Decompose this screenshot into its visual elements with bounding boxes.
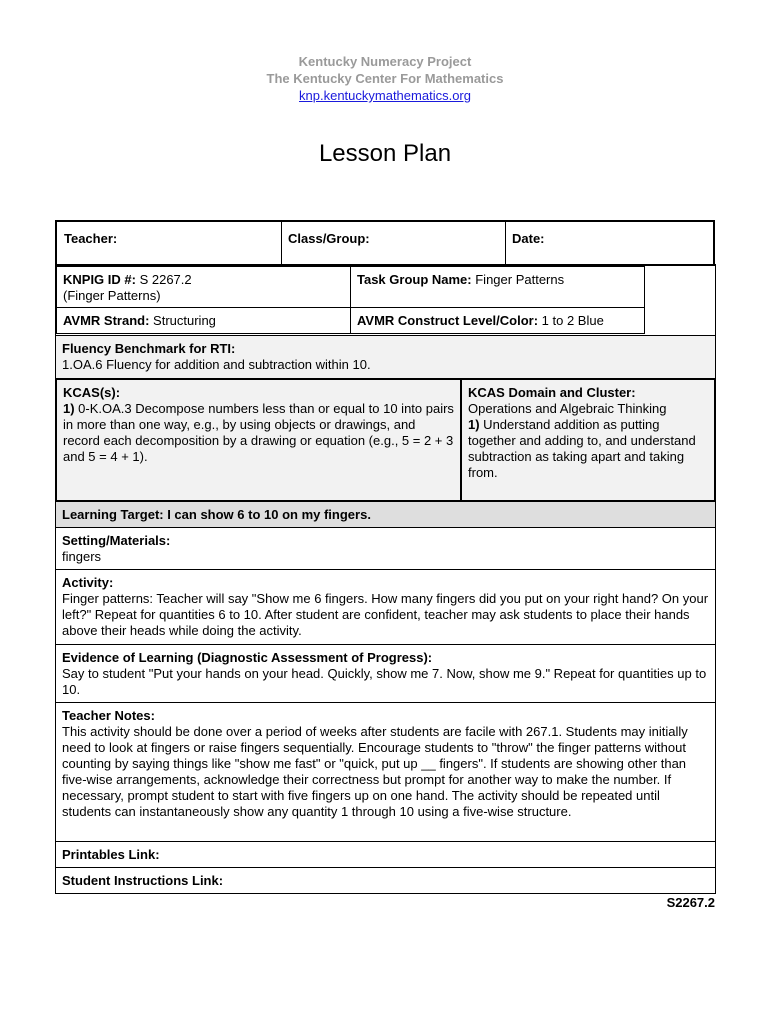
materials-label: Setting/Materials: xyxy=(62,533,171,548)
activity-text: Finger patterns: Teacher will say "Show me 6 fingers. How many fingers did you put on your right hand? On your left?" Repeat for quantities 6 to 10. After student are confident, teacher may ask students to place their hands above their heads while doing the activity. xyxy=(62,591,709,638)
website-link[interactable]: knp.kentuckymathematics.org xyxy=(299,88,471,103)
student-instructions-cell: Student Instructions Link: xyxy=(55,867,716,894)
kcas-domain-num: 1) xyxy=(468,417,480,432)
kcas-cell xyxy=(55,378,462,502)
knpig-block xyxy=(55,264,716,336)
fluency-text: 1.OA.6 Fluency for addition and subtraction within 10. xyxy=(62,357,371,372)
materials-cell xyxy=(55,527,716,570)
task-group-value: Finger Patterns xyxy=(471,272,565,287)
task-group-label: Task Group Name: xyxy=(357,272,472,287)
kcas-domain-text: Understand addition as putting together and adding to, and understand subtraction as taking apart and taking from. xyxy=(468,417,696,480)
page-title: Lesson Plan xyxy=(318,140,452,167)
materials-text: fingers xyxy=(62,549,102,564)
teacher-notes-label: Teacher Notes: xyxy=(62,708,155,723)
kcas-num: 1) xyxy=(63,401,75,416)
info-row xyxy=(55,220,715,266)
construct-cell xyxy=(350,307,645,334)
construct-value: 1 to 2 Blue xyxy=(538,313,604,328)
class-label: Class/Group: xyxy=(288,231,370,246)
activity-cell xyxy=(55,569,716,645)
teacher-notes-text: This activity should be done over a period of weeks after students are facile with 267.1. Students may initially need to look at fingers or raise fingers sequentially. Encourage students to "throw" the finger patterns without counting by saying things like "show me fast" or "quick, put up __ fingers". If students are showing other than five-wise arrangements, acknowledge their correctness but prompt for another way to make the number. If necessary, prompt student to start with five fingers up on one hand. The activity should be repeated until students can instantaneously show any quantity 1 through 10 using a five-wise structure. xyxy=(62,724,688,819)
strand-value: Structuring xyxy=(149,313,216,328)
kcas-label: KCAS(s): xyxy=(63,385,121,400)
knpig-id-label: KNPIG ID #: xyxy=(63,272,136,287)
kcas-domain-line: Operations and Algebraic Thinking xyxy=(468,401,667,416)
knpig-id-cell xyxy=(56,266,351,308)
strand-label: AVMR Strand: xyxy=(63,313,150,328)
knpig-id-value: S 2267.2 xyxy=(135,272,192,287)
activity-label: Activity: xyxy=(62,575,114,590)
knpig-id-sub: (Finger Patterns) xyxy=(63,288,161,303)
center-name: The Kentucky Center For Mathematics xyxy=(266,71,504,86)
printables-link-cell: Printables Link: xyxy=(55,841,716,868)
evidence-label: Evidence of Learning (Diagnostic Assessment of Progress): xyxy=(62,650,433,665)
date-label: Date: xyxy=(512,231,545,246)
fluency-label: Fluency Benchmark for RTI: xyxy=(62,341,236,356)
task-group-cell xyxy=(350,266,645,308)
kcas-domain-label: KCAS Domain and Cluster: xyxy=(468,385,636,400)
project-name: Kentucky Numeracy Project xyxy=(298,54,472,69)
document-id: S2267.2 xyxy=(666,895,715,910)
divider xyxy=(281,222,282,264)
kcas-text: 0-K.OA.3 Decompose numbers less than or equal to 10 into pairs in more than one way, e.g., by using objects or drawings, and record each decomposition by a drawing or equation (e.g., 5 = 2 + 3 and 5 = 4 + 1). xyxy=(63,401,454,464)
evidence-cell xyxy=(55,644,716,703)
teacher-notes-cell xyxy=(55,702,716,842)
divider xyxy=(505,222,506,264)
evidence-text: Say to student "Put your hands on your head. Quickly, show me 7. Now, show me 9." Repeat for quantities up to 10. xyxy=(62,666,707,697)
teacher-label: Teacher: xyxy=(64,231,118,246)
fluency-cell xyxy=(55,335,716,379)
header-link-row xyxy=(0,88,770,103)
kcas-domain-cell xyxy=(460,378,716,502)
strand-cell xyxy=(56,307,351,334)
construct-label: AVMR Construct Level/Color: xyxy=(357,313,539,328)
learning-target: Learning Target: I can show 6 to 10 on my fingers. xyxy=(55,501,716,528)
